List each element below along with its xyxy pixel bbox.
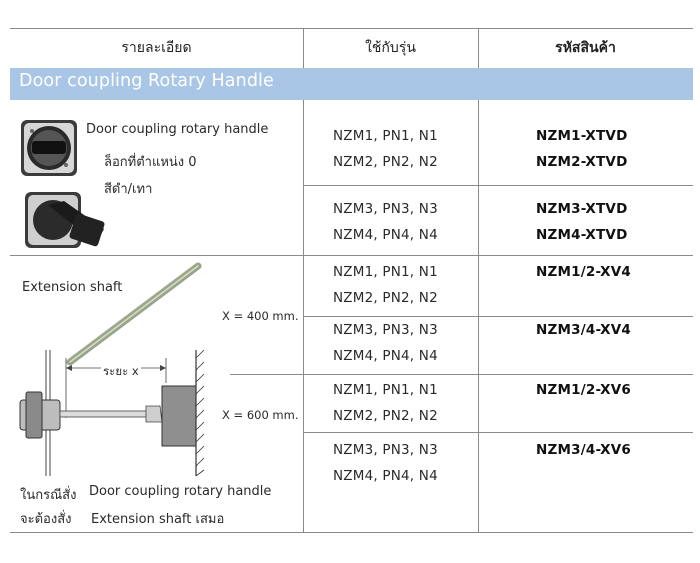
product-code: NZM1-XTVD xyxy=(536,128,628,144)
dimension-600: X = 600 mm. xyxy=(222,408,299,422)
model-text: NZM1, PN1, N1 xyxy=(333,264,438,280)
row-divider-3 xyxy=(303,316,693,317)
handle-color-note: สีดำ/เทา xyxy=(104,182,153,197)
model-text: NZM4, PN4, N4 xyxy=(333,227,438,243)
dimension-400: X = 400 mm. xyxy=(222,309,299,323)
shaft-title: Extension shaft xyxy=(22,280,123,295)
model-text: NZM4, PN4, N4 xyxy=(333,348,438,364)
handle-lock-note: ล็อกที่ตำแหน่ง 0 xyxy=(104,155,197,170)
section-divider xyxy=(10,255,693,256)
header-details: รายละเอียด xyxy=(121,40,192,56)
model-text: NZM4, PN4, N4 xyxy=(333,468,438,484)
product-code: NZM3/4-XV6 xyxy=(536,442,631,458)
product-code: NZM3-XTVD xyxy=(536,201,628,217)
row-divider-1 xyxy=(303,185,693,186)
model-text: NZM2, PN2, N2 xyxy=(333,290,438,306)
row-divider-4 xyxy=(230,374,693,375)
model-text: NZM3, PN3, N3 xyxy=(333,201,438,217)
product-code: NZM4-XTVD xyxy=(536,227,628,243)
section-title: Door coupling Rotary Handle xyxy=(19,71,274,91)
rotary-handle-image-1 xyxy=(20,119,78,177)
header-product-code: รหัสสินค้า xyxy=(555,40,616,56)
product-code: NZM1/2-XV6 xyxy=(536,382,631,398)
note-line1-en: Door coupling rotary handle xyxy=(89,484,272,499)
model-text: NZM2, PN2, N2 xyxy=(333,408,438,424)
distance-label: ระยะ x xyxy=(101,363,141,381)
row-divider-5 xyxy=(303,432,693,433)
model-text: NZM2, PN2, N2 xyxy=(333,154,438,170)
handle-title: Door coupling rotary handle xyxy=(86,122,269,137)
model-text: NZM3, PN3, N3 xyxy=(333,442,438,458)
model-text: NZM1, PN1, N1 xyxy=(333,382,438,398)
note-line1-thai: ในกรณีสั่ง xyxy=(20,488,77,503)
model-text: NZM1, PN1, N1 xyxy=(333,128,438,144)
header-models: ใช้กับรุ่น xyxy=(365,40,416,56)
product-code: NZM3/4-XV4 xyxy=(536,322,631,338)
product-code: NZM1/2-XV4 xyxy=(536,264,631,280)
table-bottom-border xyxy=(10,532,693,533)
model-text: NZM3, PN3, N3 xyxy=(333,322,438,338)
rotary-handle-image-2 xyxy=(24,191,106,249)
note-line2-en: Extension shaft เสมอ xyxy=(91,512,225,527)
section-band xyxy=(10,68,693,100)
note-line2-thai: จะต้องสั่ง xyxy=(20,512,72,527)
product-code: NZM2-XTVD xyxy=(536,154,628,170)
